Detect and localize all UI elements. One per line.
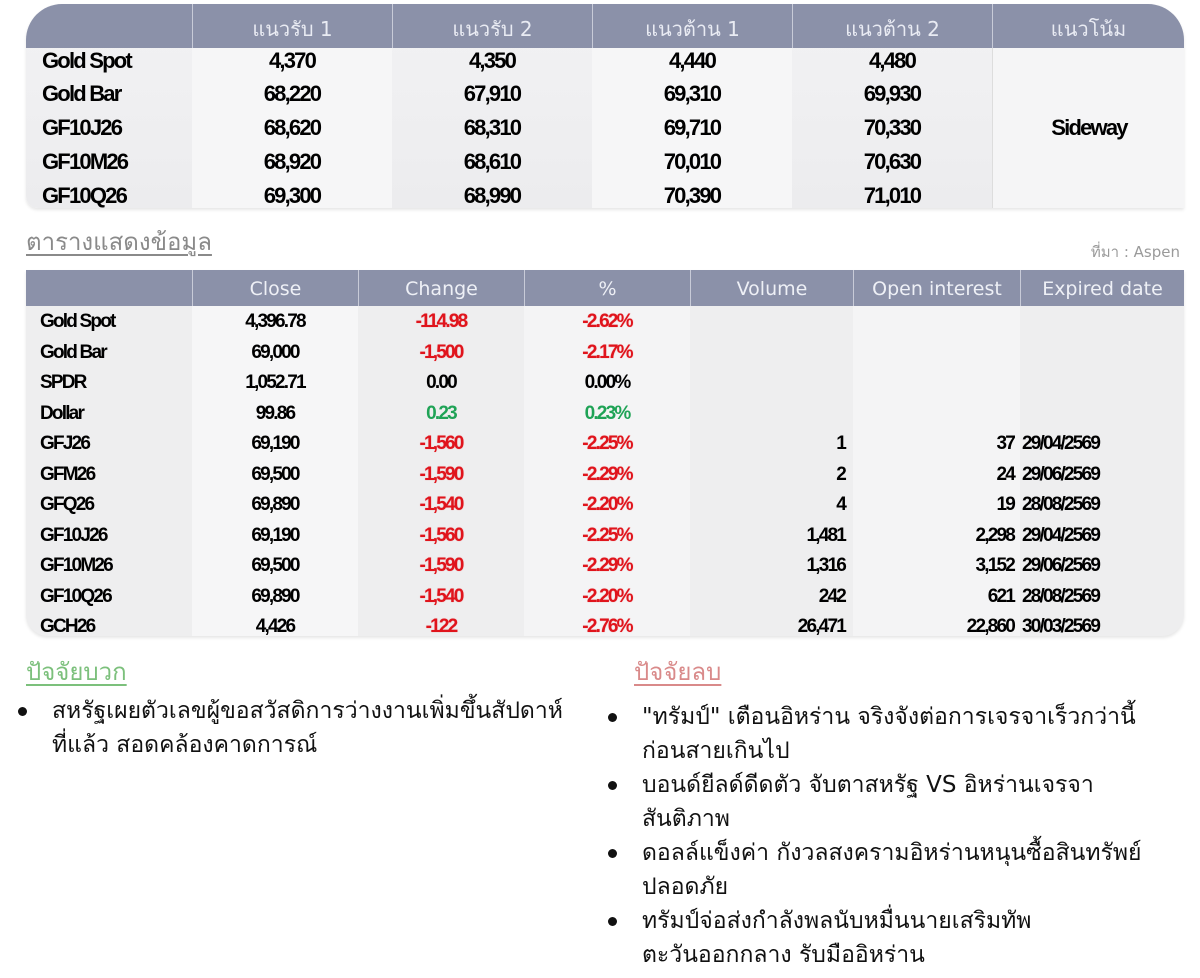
factor-text: "ทรัมป์" เตือนอิหร่าน จริงจังต่อการเจรจาเร็วกว่านี้ ก่อนสายเกินไป [642, 704, 1136, 764]
instrument-name: GFQ26 [40, 494, 94, 515]
percent-value: 0.23% [584, 402, 630, 424]
support-2-value: 68,990 [463, 183, 521, 208]
volume-value [690, 398, 853, 429]
volume-value: 1 [836, 433, 845, 454]
header-expired-date: Expired date [1020, 270, 1184, 306]
support-resistance-header [26, 4, 1184, 48]
bullet-icon [18, 707, 27, 716]
open-interest-value: 37 [996, 433, 1014, 454]
table-row [26, 581, 1184, 612]
change-value: 0.23 [426, 402, 456, 424]
bullet-icon [608, 917, 617, 926]
expired-date-value: 29/04/2569 [1022, 524, 1100, 546]
open-interest-value: 24 [996, 463, 1014, 485]
resistance-1-value: 70,390 [663, 183, 721, 208]
header-open-interest: Open interest [853, 270, 1020, 306]
close-value: 69,890 [251, 494, 299, 515]
bullet-icon [608, 849, 617, 858]
close-value: 69,190 [251, 433, 299, 454]
instrument-name: GF10Q26 [42, 183, 127, 208]
instrument-name: Gold Bar [40, 341, 106, 363]
resistance-1-value: 69,710 [663, 115, 721, 140]
positive-factors-list [14, 694, 574, 762]
change-value: -1,540 [419, 585, 463, 607]
bullet-icon [608, 781, 617, 790]
volume-value [690, 367, 853, 398]
header-change: Change [358, 270, 524, 306]
instrument-name: GF10M26 [42, 149, 128, 174]
open-interest-value [853, 337, 1020, 368]
support-1-value: 68,220 [263, 81, 321, 106]
market-data-table [26, 270, 1184, 636]
market-data-header [26, 270, 1184, 306]
change-value: -114.98 [415, 311, 467, 332]
expired-date-value [1020, 398, 1184, 429]
open-interest-value: 2,298 [975, 524, 1014, 546]
factor-text: สหรัฐเผยตัวเลขผู้ขอสวัสดิการว่างงานเพิ่มขึ้นสัปดาห์ที่แล้ว สอดคล้องคาดการณ์ [52, 698, 563, 758]
volume-value: 242 [818, 585, 845, 607]
change-value: -1,500 [419, 341, 463, 363]
resistance-1-value: 69,310 [663, 81, 721, 106]
header-trend: แนวโน้ม [992, 4, 1184, 48]
expired-date-value [1020, 306, 1184, 337]
expired-date-value [1020, 337, 1184, 368]
resistance-1-value: 70,010 [663, 149, 721, 174]
header-blank [26, 4, 192, 48]
percent-value: -2.17% [582, 341, 632, 363]
list-item [604, 904, 1164, 972]
resistance-1-value: 4,440 [668, 48, 716, 73]
close-value: 4,426 [255, 616, 295, 636]
percent-value: -2.25% [582, 524, 632, 546]
header-volume: Volume [690, 270, 853, 306]
bullet-icon [608, 713, 617, 722]
change-value: -1,560 [419, 524, 463, 546]
resistance-2-value: 69,930 [863, 81, 921, 106]
instrument-name: SPDR [40, 372, 86, 393]
header-support-2: แนวรับ 2 [392, 4, 592, 48]
change-value: -1,540 [419, 494, 463, 515]
percent-value: -2.62% [582, 311, 632, 332]
trend-value: Sideway [992, 48, 1184, 208]
table-row [26, 398, 1184, 429]
open-interest-value [853, 398, 1020, 429]
expired-date-value: 29/06/2569 [1022, 463, 1100, 485]
volume-value [690, 306, 853, 337]
support-resistance-body [26, 48, 1184, 208]
open-interest-value: 621 [987, 585, 1014, 607]
expired-date-value: 28/08/2569 [1022, 494, 1100, 515]
factor-text: บอนด์ยีลด์ดีดตัว จับตาสหรัฐ VS อิหร่านเจรจาสันติภาพ [642, 772, 1094, 832]
resistance-2-value: 70,630 [863, 149, 921, 174]
instrument-name: Gold Spot [42, 48, 131, 73]
expired-date-value: 29/06/2569 [1022, 555, 1100, 576]
list-item [604, 836, 1164, 904]
instrument-name: Gold Bar [42, 81, 121, 106]
table-row [26, 550, 1184, 581]
table-row [26, 520, 1184, 551]
percent-value: 0.00% [584, 372, 630, 393]
open-interest-value [853, 367, 1020, 398]
percent-value: -2.29% [582, 463, 632, 485]
open-interest-value: 22,860 [966, 616, 1014, 636]
volume-value: 2 [836, 463, 845, 485]
close-value: 69,190 [251, 524, 299, 546]
volume-value: 1,316 [806, 555, 845, 576]
resistance-2-value: 4,480 [868, 48, 916, 73]
instrument-name: GFJ26 [40, 433, 90, 454]
resistance-2-value: 71,010 [863, 183, 921, 208]
open-interest-value: 19 [996, 494, 1014, 515]
percent-value: -2.20% [582, 494, 632, 515]
instrument-name: GCH26 [40, 616, 95, 636]
table-row [26, 306, 1184, 337]
data-source: ที่มา : Aspen [1090, 243, 1180, 261]
close-value: 69,500 [251, 463, 299, 485]
change-value: -1,590 [419, 463, 463, 485]
table-row [26, 489, 1184, 520]
instrument-name: GF10M26 [40, 555, 112, 576]
support-1-value: 4,370 [268, 48, 316, 73]
expired-date-value [1020, 367, 1184, 398]
market-data-body [26, 306, 1184, 636]
change-value: 0.00 [426, 372, 456, 393]
change-value: -1,590 [419, 555, 463, 576]
close-value: 69,000 [251, 341, 299, 363]
section-title: ตารางแสดงข้อมูล [26, 228, 212, 256]
header-resistance-1: แนวต้าน 1 [592, 4, 792, 48]
volume-value [690, 337, 853, 368]
table-row [26, 428, 1184, 459]
close-value: 4,396.78 [245, 311, 305, 332]
volume-value: 26,471 [797, 616, 845, 636]
instrument-name: GF10J26 [40, 524, 107, 546]
list-item [14, 694, 574, 762]
factor-text: ทรัมป์จ่อส่งกำลังพลนับหมื่นนายเสริมทัพตะวันออกกลาง รับมืออิหร่าน [642, 908, 1032, 968]
support-2-value: 4,350 [468, 48, 516, 73]
table-row [26, 611, 1184, 636]
header-blank [26, 270, 192, 306]
negative-factors-list [604, 700, 1164, 972]
header-percent: % [524, 270, 690, 306]
volume-value: 4 [836, 494, 845, 515]
expired-date-value: 28/08/2569 [1022, 585, 1100, 607]
open-interest-value [853, 306, 1020, 337]
close-value: 99.86 [255, 402, 295, 424]
close-value: 69,500 [251, 555, 299, 576]
instrument-name: GF10J26 [42, 115, 122, 140]
expired-date-value: 29/04/2569 [1022, 433, 1100, 454]
support-resistance-table [26, 4, 1184, 208]
positive-factors-title: ปัจจัยบวก [26, 658, 127, 686]
percent-value: -2.76% [582, 616, 632, 636]
support-1-value: 68,920 [263, 149, 321, 174]
negative-factors-title: ปัจจัยลบ [634, 658, 722, 686]
support-2-value: 68,310 [463, 115, 521, 140]
list-item [604, 768, 1164, 836]
resistance-2-value: 70,330 [863, 115, 921, 140]
change-value: -1,560 [419, 433, 463, 454]
close-value: 1,052.71 [245, 372, 305, 393]
expired-date-value: 30/03/2569 [1022, 616, 1100, 636]
percent-value: -2.29% [582, 555, 632, 576]
percent-value: -2.25% [582, 433, 632, 454]
header-resistance-2: แนวต้าน 2 [792, 4, 992, 48]
instrument-name: Dollar [40, 402, 84, 424]
change-value: -122 [425, 616, 457, 636]
support-2-value: 68,610 [463, 149, 521, 174]
support-1-value: 68,620 [263, 115, 321, 140]
table-row [26, 367, 1184, 398]
percent-value: -2.20% [582, 585, 632, 607]
list-item [604, 700, 1164, 768]
open-interest-value: 3,152 [975, 555, 1014, 576]
header-close: Close [192, 270, 358, 306]
support-2-value: 67,910 [463, 81, 521, 106]
table-row [26, 337, 1184, 368]
support-1-value: 69,300 [263, 183, 321, 208]
instrument-name: Gold Spot [40, 311, 115, 332]
volume-value: 1,481 [806, 524, 845, 546]
instrument-name: GF10Q26 [40, 585, 111, 607]
factor-text: ดอลล์แข็งค่า กังวลสงครามอิหร่านหนุนซื้อสินทรัพย์ปลอดภัย [642, 840, 1142, 900]
close-value: 69,890 [251, 585, 299, 607]
header-support-1: แนวรับ 1 [192, 4, 392, 48]
table-row [26, 459, 1184, 490]
instrument-name: GFM26 [40, 463, 95, 485]
